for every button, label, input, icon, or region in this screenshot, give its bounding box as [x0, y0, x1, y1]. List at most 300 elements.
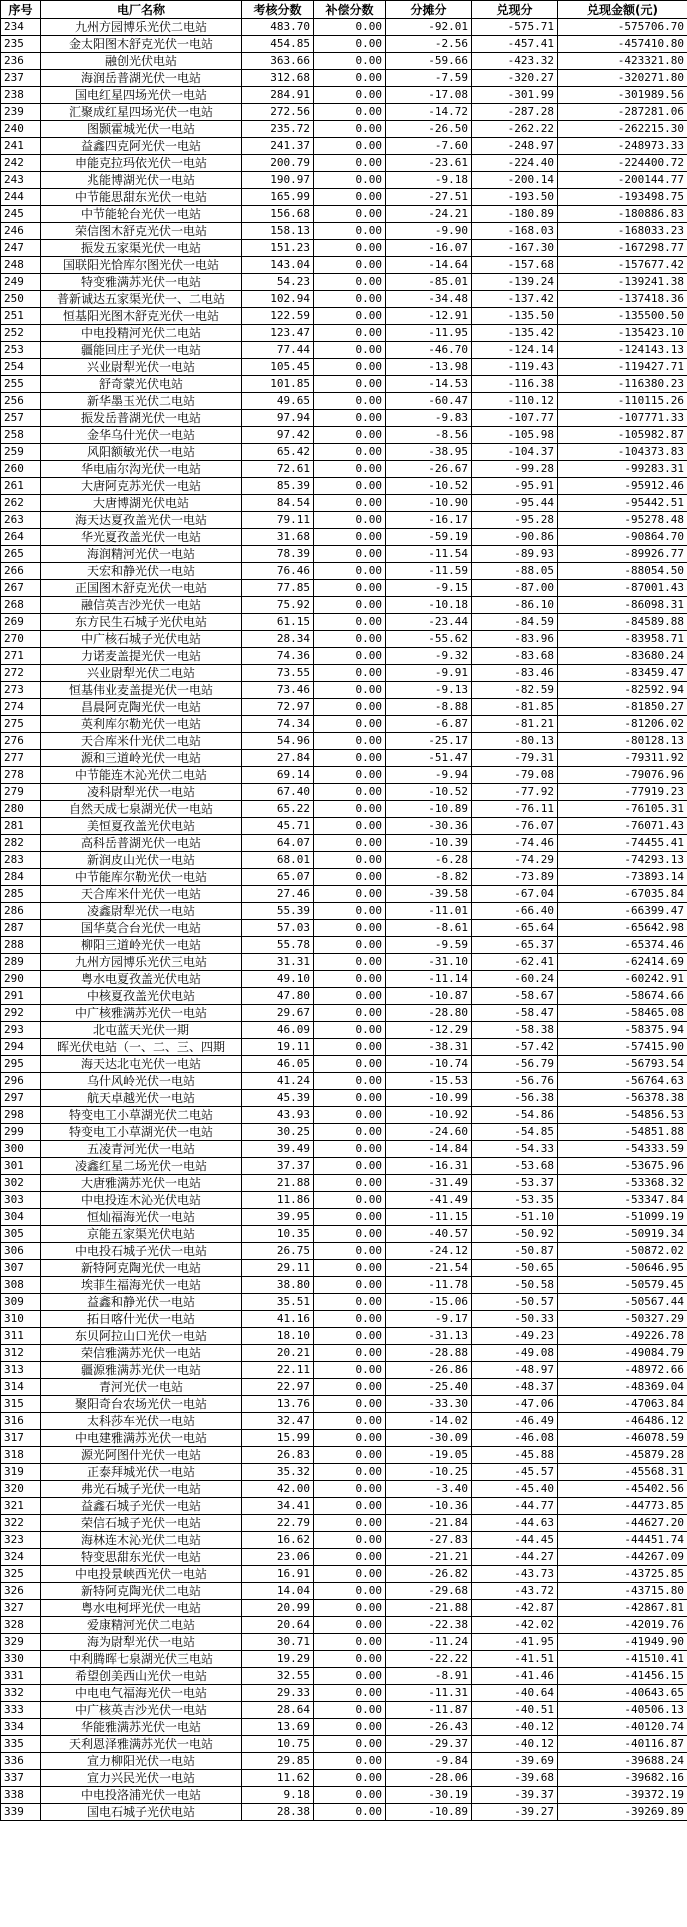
table-row	[1, 1311, 687, 1328]
table-row	[1, 1430, 687, 1447]
cell-seq: 303	[1, 1192, 41, 1209]
cell-seq: 328	[1, 1617, 41, 1634]
cell-settled-amount: -139241.38	[558, 274, 687, 291]
cell-compensation-score: 0.00	[314, 580, 386, 597]
cell-shared-score: -9.13	[386, 682, 472, 699]
cell-compensation-score: 0.00	[314, 427, 386, 444]
cell-plant-name: 益鑫四克阿光伏一电站	[41, 138, 242, 155]
table-row	[1, 410, 687, 427]
cell-settled-amount: -193498.75	[558, 189, 687, 206]
cell-seq: 247	[1, 240, 41, 257]
cell-assessment-score: 97.42	[242, 427, 314, 444]
cell-seq: 298	[1, 1107, 41, 1124]
cell-settled-amount: -95278.48	[558, 512, 687, 529]
cell-plant-name: 振发五家渠光伏一电站	[41, 240, 242, 257]
table-row	[1, 1175, 687, 1192]
cell-seq: 310	[1, 1311, 41, 1328]
cell-compensation-score: 0.00	[314, 1787, 386, 1804]
cell-plant-name: 中节能连木沁光伏二电站	[41, 767, 242, 784]
cell-settled-amount: -423321.80	[558, 53, 687, 70]
cell-seq: 268	[1, 597, 41, 614]
cell-shared-score: -10.39	[386, 835, 472, 852]
cell-seq: 327	[1, 1600, 41, 1617]
cell-compensation-score: 0.00	[314, 903, 386, 920]
cell-settled-amount: -41949.90	[558, 1634, 687, 1651]
cell-plant-name: 东方民生石城子光伏电站	[41, 614, 242, 631]
cell-assessment-score: 363.66	[242, 53, 314, 70]
cell-settled-score: -83.96	[472, 631, 558, 648]
cell-shared-score: -14.02	[386, 1413, 472, 1430]
cell-seq: 296	[1, 1073, 41, 1090]
cell-shared-score: -25.40	[386, 1379, 472, 1396]
cell-compensation-score: 0.00	[314, 1804, 386, 1821]
cell-plant-name: 中广核雅满苏光伏一电站	[41, 1005, 242, 1022]
cell-shared-score: -14.64	[386, 257, 472, 274]
table-row	[1, 1345, 687, 1362]
cell-settled-score: -48.97	[472, 1362, 558, 1379]
cell-shared-score: -6.28	[386, 852, 472, 869]
cell-plant-name: 京能五家渠光伏电站	[41, 1226, 242, 1243]
cell-settled-amount: -83459.47	[558, 665, 687, 682]
cell-assessment-score: 19.11	[242, 1039, 314, 1056]
cell-settled-amount: -46078.59	[558, 1430, 687, 1447]
table-row	[1, 1192, 687, 1209]
cell-seq: 297	[1, 1090, 41, 1107]
cell-plant-name: 新特阿克陶光伏一电站	[41, 1260, 242, 1277]
cell-settled-amount: -39269.89	[558, 1804, 687, 1821]
cell-assessment-score: 123.47	[242, 325, 314, 342]
cell-settled-amount: -39688.24	[558, 1753, 687, 1770]
table-row	[1, 903, 687, 920]
cell-settled-score: -67.04	[472, 886, 558, 903]
table-row	[1, 733, 687, 750]
cell-assessment-score: 454.85	[242, 36, 314, 53]
table-row	[1, 138, 687, 155]
cell-assessment-score: 31.31	[242, 954, 314, 971]
table-row	[1, 1668, 687, 1685]
cell-seq: 301	[1, 1158, 41, 1175]
cell-assessment-score: 77.44	[242, 342, 314, 359]
cell-seq: 239	[1, 104, 41, 121]
cell-compensation-score: 0.00	[314, 1277, 386, 1294]
cell-plant-name: 风阳额敏光伏一电站	[41, 444, 242, 461]
cell-assessment-score: 27.46	[242, 886, 314, 903]
table-row	[1, 1158, 687, 1175]
cell-compensation-score: 0.00	[314, 444, 386, 461]
cell-assessment-score: 68.01	[242, 852, 314, 869]
cell-seq: 251	[1, 308, 41, 325]
cell-assessment-score: 85.39	[242, 478, 314, 495]
cell-assessment-score: 46.09	[242, 1022, 314, 1039]
cell-plant-name: 兴业尉犁光伏一电站	[41, 359, 242, 376]
cell-settled-score: -105.98	[472, 427, 558, 444]
cell-assessment-score: 49.65	[242, 393, 314, 410]
cell-settled-amount: -46486.12	[558, 1413, 687, 1430]
cell-compensation-score: 0.00	[314, 1192, 386, 1209]
cell-compensation-score: 0.00	[314, 546, 386, 563]
cell-plant-name: 恒基伟业麦盖提光伏一电站	[41, 682, 242, 699]
cell-seq: 334	[1, 1719, 41, 1736]
cell-assessment-score: 78.39	[242, 546, 314, 563]
cell-shared-score: -21.21	[386, 1549, 472, 1566]
cell-compensation-score: 0.00	[314, 597, 386, 614]
cell-plant-name: 源和三道岭光伏一电站	[41, 750, 242, 767]
cell-compensation-score: 0.00	[314, 1005, 386, 1022]
cell-seq: 272	[1, 665, 41, 682]
cell-compensation-score: 0.00	[314, 291, 386, 308]
cell-plant-name: 海天达北屯光伏一电站	[41, 1056, 242, 1073]
cell-shared-score: -28.06	[386, 1770, 472, 1787]
cell-settled-score: -135.42	[472, 325, 558, 342]
table-row	[1, 1260, 687, 1277]
cell-seq: 283	[1, 852, 41, 869]
cell-settled-amount: -180886.83	[558, 206, 687, 223]
table-row	[1, 1073, 687, 1090]
cell-shared-score: -17.08	[386, 87, 472, 104]
cell-seq: 284	[1, 869, 41, 886]
cell-assessment-score: 11.86	[242, 1192, 314, 1209]
cell-settled-amount: -76105.31	[558, 801, 687, 818]
cell-settled-amount: -48972.66	[558, 1362, 687, 1379]
cell-plant-name: 爱康精河光伏二电站	[41, 1617, 242, 1634]
cell-settled-amount: -39682.16	[558, 1770, 687, 1787]
cell-assessment-score: 272.56	[242, 104, 314, 121]
cell-compensation-score: 0.00	[314, 784, 386, 801]
cell-settled-score: -95.28	[472, 512, 558, 529]
cell-seq: 276	[1, 733, 41, 750]
cell-settled-score: -45.40	[472, 1481, 558, 1498]
cell-settled-amount: -50872.02	[558, 1243, 687, 1260]
cell-assessment-score: 84.54	[242, 495, 314, 512]
cell-seq: 315	[1, 1396, 41, 1413]
cell-shared-score: -38.31	[386, 1039, 472, 1056]
cell-plant-name: 恒灿福海光伏一电站	[41, 1209, 242, 1226]
cell-compensation-score: 0.00	[314, 376, 386, 393]
cell-compensation-score: 0.00	[314, 70, 386, 87]
cell-compensation-score: 0.00	[314, 920, 386, 937]
cell-seq: 256	[1, 393, 41, 410]
cell-settled-amount: -43715.80	[558, 1583, 687, 1600]
table-row	[1, 427, 687, 444]
cell-settled-amount: -88054.50	[558, 563, 687, 580]
cell-shared-score: -11.78	[386, 1277, 472, 1294]
header-seq: 序号	[1, 1, 41, 19]
cell-compensation-score: 0.00	[314, 1107, 386, 1124]
table-row	[1, 784, 687, 801]
cell-settled-score: -39.27	[472, 1804, 558, 1821]
cell-seq: 246	[1, 223, 41, 240]
cell-seq: 313	[1, 1362, 41, 1379]
cell-settled-score: -84.59	[472, 614, 558, 631]
cell-shared-score: -28.88	[386, 1345, 472, 1362]
cell-assessment-score: 9.18	[242, 1787, 314, 1804]
cell-plant-name: 特变电工小草湖光伏二电站	[41, 1107, 242, 1124]
cell-settled-amount: -80128.13	[558, 733, 687, 750]
cell-assessment-score: 65.22	[242, 801, 314, 818]
cell-plant-name: 舒奇蒙光伏电站	[41, 376, 242, 393]
cell-seq: 292	[1, 1005, 41, 1022]
cell-plant-name: 振发岳普湖光伏一电站	[41, 410, 242, 427]
table-row	[1, 716, 687, 733]
cell-settled-score: -79.31	[472, 750, 558, 767]
cell-plant-name: 航天卓越光伏一电站	[41, 1090, 242, 1107]
cell-compensation-score: 0.00	[314, 682, 386, 699]
cell-plant-name: 源光阿图什光伏一电站	[41, 1447, 242, 1464]
cell-compensation-score: 0.00	[314, 1362, 386, 1379]
cell-settled-amount: -45568.31	[558, 1464, 687, 1481]
cell-shared-score: -29.37	[386, 1736, 472, 1753]
cell-compensation-score: 0.00	[314, 155, 386, 172]
cell-settled-score: -42.02	[472, 1617, 558, 1634]
cell-assessment-score: 55.39	[242, 903, 314, 920]
cell-settled-amount: -83958.71	[558, 631, 687, 648]
cell-seq: 312	[1, 1345, 41, 1362]
cell-settled-score: -53.35	[472, 1192, 558, 1209]
cell-assessment-score: 105.45	[242, 359, 314, 376]
cell-plant-name: 金太阳图木舒克光伏一电站	[41, 36, 242, 53]
cell-plant-name: 中节能轮台光伏一电站	[41, 206, 242, 223]
cell-assessment-score: 241.37	[242, 138, 314, 155]
cell-settled-score: -301.99	[472, 87, 558, 104]
cell-plant-name: 国电石城子光伏电站	[41, 1804, 242, 1821]
cell-settled-score: -54.85	[472, 1124, 558, 1141]
cell-plant-name: 中电投石城子光伏一电站	[41, 1243, 242, 1260]
cell-assessment-score: 28.34	[242, 631, 314, 648]
cell-shared-score: -27.51	[386, 189, 472, 206]
cell-settled-amount: -73893.14	[558, 869, 687, 886]
cell-compensation-score: 0.00	[314, 1532, 386, 1549]
cell-shared-score: -16.07	[386, 240, 472, 257]
cell-seq: 320	[1, 1481, 41, 1498]
cell-settled-amount: -47063.84	[558, 1396, 687, 1413]
table-row	[1, 954, 687, 971]
cell-compensation-score: 0.00	[314, 1039, 386, 1056]
table-row	[1, 1379, 687, 1396]
cell-plant-name: 九州方园博乐光伏二电站	[41, 19, 242, 36]
cell-assessment-score: 37.37	[242, 1158, 314, 1175]
cell-compensation-score: 0.00	[314, 835, 386, 852]
cell-shared-score: -31.10	[386, 954, 472, 971]
cell-compensation-score: 0.00	[314, 1719, 386, 1736]
cell-assessment-score: 41.16	[242, 1311, 314, 1328]
cell-assessment-score: 10.75	[242, 1736, 314, 1753]
cell-assessment-score: 35.51	[242, 1294, 314, 1311]
cell-plant-name: 新华墨玉光伏二电站	[41, 393, 242, 410]
table-row	[1, 937, 687, 954]
cell-plant-name: 国联阳光恰库尔图光伏一电站	[41, 257, 242, 274]
table-row	[1, 648, 687, 665]
cell-seq: 249	[1, 274, 41, 291]
cell-compensation-score: 0.00	[314, 1600, 386, 1617]
cell-settled-amount: -39372.19	[558, 1787, 687, 1804]
cell-settled-score: -88.05	[472, 563, 558, 580]
table-row	[1, 1005, 687, 1022]
table-row	[1, 1634, 687, 1651]
cell-plant-name: 益鑫石城子光伏一电站	[41, 1498, 242, 1515]
cell-shared-score: -30.36	[386, 818, 472, 835]
table-row	[1, 1719, 687, 1736]
cell-assessment-score: 97.94	[242, 410, 314, 427]
cell-shared-score: -10.36	[386, 1498, 472, 1515]
cell-seq: 236	[1, 53, 41, 70]
table-row	[1, 206, 687, 223]
cell-plant-name: 中电投景峡西光伏一电站	[41, 1566, 242, 1583]
cell-settled-score: -54.33	[472, 1141, 558, 1158]
cell-compensation-score: 0.00	[314, 240, 386, 257]
table-row	[1, 325, 687, 342]
cell-compensation-score: 0.00	[314, 478, 386, 495]
cell-compensation-score: 0.00	[314, 631, 386, 648]
cell-assessment-score: 158.13	[242, 223, 314, 240]
cell-shared-score: -26.67	[386, 461, 472, 478]
cell-settled-amount: -49226.78	[558, 1328, 687, 1345]
cell-settled-amount: -79076.96	[558, 767, 687, 784]
cell-assessment-score: 32.55	[242, 1668, 314, 1685]
cell-compensation-score: 0.00	[314, 1345, 386, 1362]
cell-settled-score: -137.42	[472, 291, 558, 308]
cell-settled-amount: -56764.63	[558, 1073, 687, 1090]
cell-plant-name: 中电投连木沁光伏电站	[41, 1192, 242, 1209]
cell-shared-score: -3.40	[386, 1481, 472, 1498]
cell-compensation-score: 0.00	[314, 699, 386, 716]
table-row	[1, 1277, 687, 1294]
cell-seq: 311	[1, 1328, 41, 1345]
table-row	[1, 172, 687, 189]
cell-shared-score: -24.21	[386, 206, 472, 223]
cell-shared-score: -2.56	[386, 36, 472, 53]
cell-settled-score: -575.71	[472, 19, 558, 36]
cell-seq: 259	[1, 444, 41, 461]
cell-settled-score: -200.14	[472, 172, 558, 189]
cell-compensation-score: 0.00	[314, 818, 386, 835]
cell-assessment-score: 47.80	[242, 988, 314, 1005]
cell-plant-name: 高科岳普湖光伏一电站	[41, 835, 242, 852]
cell-settled-score: -51.10	[472, 1209, 558, 1226]
cell-compensation-score: 0.00	[314, 19, 386, 36]
table-row	[1, 70, 687, 87]
table-row	[1, 1226, 687, 1243]
cell-assessment-score: 74.34	[242, 716, 314, 733]
cell-settled-amount: -104373.83	[558, 444, 687, 461]
cell-settled-amount: -53368.32	[558, 1175, 687, 1192]
table-row	[1, 87, 687, 104]
cell-seq: 309	[1, 1294, 41, 1311]
cell-shared-score: -9.83	[386, 410, 472, 427]
cell-compensation-score: 0.00	[314, 716, 386, 733]
cell-seq: 337	[1, 1770, 41, 1787]
cell-shared-score: -8.88	[386, 699, 472, 716]
cell-assessment-score: 15.99	[242, 1430, 314, 1447]
cell-assessment-score: 49.10	[242, 971, 314, 988]
cell-settled-amount: -110115.26	[558, 393, 687, 410]
cell-compensation-score: 0.00	[314, 750, 386, 767]
cell-plant-name: 希望创美西山光伏一电站	[41, 1668, 242, 1685]
cell-assessment-score: 73.55	[242, 665, 314, 682]
cell-compensation-score: 0.00	[314, 869, 386, 886]
header-plant-name: 电厂名称	[41, 1, 242, 19]
cell-shared-score: -16.31	[386, 1158, 472, 1175]
cell-shared-score: -23.44	[386, 614, 472, 631]
cell-shared-score: -10.87	[386, 988, 472, 1005]
cell-shared-score: -11.54	[386, 546, 472, 563]
cell-plant-name: 昌晨阿克陶光伏一电站	[41, 699, 242, 716]
cell-compensation-score: 0.00	[314, 852, 386, 869]
cell-shared-score: -8.61	[386, 920, 472, 937]
cell-compensation-score: 0.00	[314, 988, 386, 1005]
cell-plant-name: 凌鑫红星二场光伏一电站	[41, 1158, 242, 1175]
cell-plant-name: 太科莎车光伏一电站	[41, 1413, 242, 1430]
cell-compensation-score: 0.00	[314, 138, 386, 155]
cell-compensation-score: 0.00	[314, 1685, 386, 1702]
cell-seq: 252	[1, 325, 41, 342]
cell-shared-score: -12.91	[386, 308, 472, 325]
table-row	[1, 1787, 687, 1804]
cell-shared-score: -7.60	[386, 138, 472, 155]
cell-plant-name: 国华莫合台光伏一电站	[41, 920, 242, 937]
cell-settled-score: -48.37	[472, 1379, 558, 1396]
cell-plant-name: 华光夏孜盖光伏一电站	[41, 529, 242, 546]
table-row	[1, 580, 687, 597]
cell-assessment-score: 101.85	[242, 376, 314, 393]
table-row	[1, 1124, 687, 1141]
cell-settled-score: -87.00	[472, 580, 558, 597]
cell-settled-amount: -200144.77	[558, 172, 687, 189]
cell-settled-score: -50.92	[472, 1226, 558, 1243]
cell-assessment-score: 26.83	[242, 1447, 314, 1464]
cell-settled-score: -58.38	[472, 1022, 558, 1039]
cell-assessment-score: 41.24	[242, 1073, 314, 1090]
cell-shared-score: -30.09	[386, 1430, 472, 1447]
cell-plant-name: 中电投洛浦光伏一电站	[41, 1787, 242, 1804]
cell-shared-score: -9.18	[386, 172, 472, 189]
cell-shared-score: -51.47	[386, 750, 472, 767]
cell-seq: 280	[1, 801, 41, 818]
cell-shared-score: -55.62	[386, 631, 472, 648]
cell-settled-score: -157.68	[472, 257, 558, 274]
cell-shared-score: -22.22	[386, 1651, 472, 1668]
cell-shared-score: -46.70	[386, 342, 472, 359]
cell-plant-name: 中广核英吉沙光伏一电站	[41, 1702, 242, 1719]
cell-seq: 240	[1, 121, 41, 138]
cell-settled-score: -76.11	[472, 801, 558, 818]
cell-assessment-score: 22.11	[242, 1362, 314, 1379]
cell-assessment-score: 30.71	[242, 1634, 314, 1651]
cell-settled-amount: -53675.96	[558, 1158, 687, 1175]
table-row	[1, 563, 687, 580]
cell-plant-name: 弗光石城子光伏一电站	[41, 1481, 242, 1498]
cell-assessment-score: 39.95	[242, 1209, 314, 1226]
table-row	[1, 869, 687, 886]
cell-assessment-score: 42.00	[242, 1481, 314, 1498]
cell-settled-score: -81.21	[472, 716, 558, 733]
cell-compensation-score: 0.00	[314, 971, 386, 988]
table-row	[1, 121, 687, 138]
table-row	[1, 342, 687, 359]
cell-seq: 333	[1, 1702, 41, 1719]
cell-plant-name: 融信英吉沙光伏一电站	[41, 597, 242, 614]
cell-seq: 253	[1, 342, 41, 359]
cell-assessment-score: 190.97	[242, 172, 314, 189]
cell-settled-score: -40.12	[472, 1719, 558, 1736]
cell-settled-amount: -44267.09	[558, 1549, 687, 1566]
cell-seq: 302	[1, 1175, 41, 1192]
cell-assessment-score: 65.42	[242, 444, 314, 461]
cell-shared-score: -10.52	[386, 784, 472, 801]
cell-plant-name: 普新诚达五家渠光伏一、二电站	[41, 291, 242, 308]
cell-assessment-score: 35.32	[242, 1464, 314, 1481]
cell-plant-name: 乌什风岭光伏一电站	[41, 1073, 242, 1090]
cell-settled-amount: -50327.29	[558, 1311, 687, 1328]
